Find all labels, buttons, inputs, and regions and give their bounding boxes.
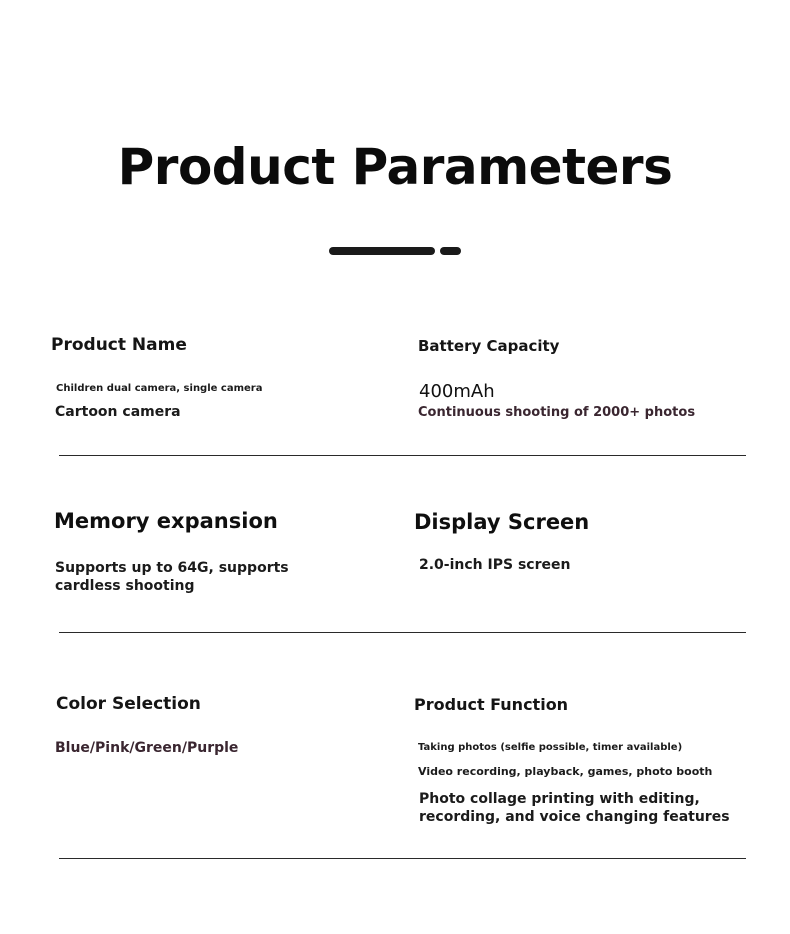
title-underline-long	[329, 247, 435, 255]
product-name-label: Product Name	[51, 335, 187, 355]
function-line2: Video recording, playback, games, photo booth	[418, 765, 713, 778]
battery-label: Battery Capacity	[418, 337, 560, 355]
function-line1: Taking photos (selfie possible, timer available)	[418, 742, 683, 753]
page-title: Product Parameters	[117, 138, 673, 196]
display-label: Display Screen	[414, 510, 590, 534]
memory-label: Memory expansion	[54, 509, 278, 533]
memory-line1: Supports up to 64G, supports	[55, 560, 289, 576]
title-underline-short	[440, 247, 461, 255]
battery-note: Continuous shooting of 2000+ photos	[418, 405, 696, 420]
function-line3: Photo collage printing with editing,	[419, 791, 700, 807]
memory-line2: cardless shooting	[55, 578, 195, 594]
divider-2	[59, 632, 746, 633]
color-value: Blue/Pink/Green/Purple	[55, 740, 239, 756]
product-name-line2: Cartoon camera	[55, 404, 181, 420]
battery-value: 400mAh	[419, 381, 495, 402]
function-line4: recording, and voice changing features	[419, 809, 730, 825]
product-name-line1: Children dual camera, single camera	[56, 383, 263, 394]
display-value: 2.0-inch IPS screen	[419, 557, 571, 573]
color-label: Color Selection	[56, 694, 201, 714]
divider-3	[59, 858, 746, 859]
divider-1	[59, 455, 746, 456]
function-label: Product Function	[414, 695, 569, 714]
